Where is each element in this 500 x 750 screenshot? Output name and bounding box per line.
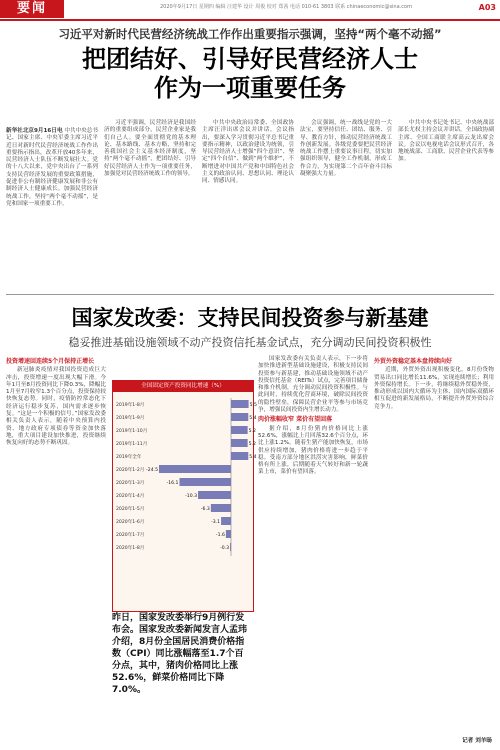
- chart-category-label: 2020年1-6月: [116, 520, 145, 525]
- second-col-1: [6, 356, 106, 741]
- section-heading-2: 肉价涨幅收窄 菜价有望回落: [258, 416, 333, 424]
- author-credit: 记者 刘羊旸: [462, 738, 492, 744]
- chart-bar: [230, 543, 231, 551]
- page-number: A03: [478, 3, 496, 12]
- chart-bar: [231, 439, 248, 447]
- chart-bar: [221, 517, 231, 525]
- chart-bar: [198, 491, 231, 499]
- chart-category-label: 2020年1-8月: [116, 546, 145, 551]
- chart-value-label: -16.1: [166, 481, 179, 486]
- chart-category-label: 2019年1-10月: [116, 429, 148, 434]
- second-subheadline: 稳妥推进基础设施领域不动产投资信托基金试点，充分调动民间投资积极性: [68, 336, 432, 349]
- chart-category-label: 2020年1-5月: [116, 507, 145, 512]
- second-col1-text: 新冠肺炎疫情对我国投资造成巨大冲击，投资增速一度出现大幅下滑。今年1月至8月投资同比下降0.3%，降幅比1月至7月收窄1.3个百分点，投资保持较快恢复态势。同时，疫情防控常态化下经济运行稳步复苏，国内需求逐步恢复。“这是一个积极的信号。”国家发改委相关负责人表示，随着中央预算内投资、地方政府专项债券等资金加快落地，重大项目建设加快推进，投资继续恢复向好的态势不断巩固。: [6, 367, 106, 447]
- chart-value-label: 5.2: [248, 429, 256, 434]
- lead-col-4: [300, 120, 392, 288]
- chart-bar: [231, 413, 248, 421]
- chart-bar: [226, 530, 231, 538]
- chart-category-label: 2019年1-9月: [116, 416, 145, 421]
- lead-col-5: [398, 120, 494, 288]
- chart-category-label: 2020年1-2月: [116, 468, 145, 473]
- chart-category-label: 2020年1-3月: [116, 481, 145, 486]
- chart-category-label: 2019年全年: [116, 455, 142, 460]
- chart-value-label: -1.6: [215, 533, 225, 538]
- second-headline: 国家发改委：支持民间投资参与新基建: [71, 306, 429, 330]
- chart-category-label: 2019年1-8月: [116, 403, 145, 408]
- chart-caption: 昨日，国家发改委举行9月例行发布会。国家发改委新闻发言人孟玮介绍，8月份全国居民消费价格指数（CPI）同比涨幅落至1.7个百分点，其中，猪肉价格同比上涨52.6%，鲜菜价格同比下降7.0%。: [112, 613, 248, 695]
- second-col5-text: 近期，外贸外资出现积极变化。8月份货物贸易出口同比增长11.6%，实现连续增长；利用外资保持增长。下一步，将继续稳外贸稳外资，推动形成以国内大循环为主体、国内国际双循环相互促进的新发展格局，不断提升外贸外资综合竞争力。: [374, 367, 494, 410]
- lead-col2-text: 习近平强调，民营经济是我国经济的重要组成部分，民营企业家是我们自己人。要全面贯彻党的基本理论、基本路线、基本方略，坚持和完善我国社会主义基本经济制度，坚持“两个毫不动摇”，把团结好、引导好民营经济人士作为一项重要任务，加强党对民营经济统战工作的领导。: [104, 120, 196, 178]
- chart-value-label: -3.1: [211, 520, 221, 525]
- second-col3-text: 国家发改委有关负责人表示，下一步将加快推进新型基础设施建设，积极支持民间投资参与新基建，推动基础设施领域不动产投资信托基金（REITs）试点，完善项目储备和推介机制，充分调动民间投资积极性。与此同时，持续优化营商环境，破除民间投资的隐性壁垒，保障民营企业平等参与市场竞争，增强民间投资内生增长动力。: [258, 356, 368, 414]
- chart-bar: [211, 504, 231, 512]
- second-col-5: [374, 356, 494, 731]
- chart-value-label: -10.3: [185, 494, 198, 499]
- chart-bar: [179, 478, 231, 486]
- chart-value-label: -24.5: [146, 468, 158, 473]
- chart-plot: [113, 392, 257, 610]
- page-header: [0, 0, 500, 18]
- chart-value-label: -0.3: [220, 546, 230, 551]
- lead-col-3: [202, 120, 294, 288]
- section-tag: 要闻: [0, 0, 64, 18]
- section-divider: [6, 294, 494, 295]
- chart-category-label: 2020年1-4月: [116, 494, 145, 499]
- investment-chart: [112, 380, 257, 612]
- chart-value-label: 5.2: [248, 442, 256, 447]
- second-col-3: [258, 356, 368, 741]
- chart-value-label: 5.5: [249, 403, 257, 408]
- header-rule: [0, 19, 500, 21]
- chart-value-label: 5.4: [249, 416, 257, 421]
- chart-title: 全国固定资产投资同比增速（%）: [113, 381, 253, 392]
- chart-bar: [231, 400, 249, 408]
- lead-headline-line2: 作为一项重要任务: [154, 74, 346, 102]
- header-meta: 2020年9月17日 星期四 编辑 汪建华 设计 周俊 校对 郑茜 电话 010-61 3803 联系 chinaeconomic@sina.com: [160, 4, 412, 10]
- lead-kicker: 习近平对新时代民营经济统战工作作出重要指示强调，坚持“两个毫不动摇”: [58, 27, 442, 41]
- section-heading-1: 投资增速回连续5个月保持正增长: [6, 358, 95, 365]
- byline: 新华社北京9月16日电: [6, 128, 63, 134]
- lead-col-2: [104, 120, 196, 288]
- lead-col3-text: 中共中央政治局常委、全国政协主席汪洋出席会议并讲话。会议指出，要深入学习贯彻习近平总书记重要指示精神，以政治建设为统领，引导民营经济人士增强“四个意识”、坚定“四个自信”、做到“两个维护”，不断增进对中国共产党和中国特色社会主义的政治认同、思想认同、理论认同、情感认同。: [202, 120, 294, 185]
- chart-value-label: 5.4: [249, 455, 257, 460]
- section-heading-3: 外贸外资稳定基本盘持续向好: [374, 358, 453, 365]
- chart-bar: [159, 465, 231, 473]
- chart-value-label: -6.3: [200, 507, 210, 512]
- lead-headline: [0, 45, 500, 103]
- lead-headline-line1: 把团结好、引导好民营经济人士: [82, 45, 418, 73]
- chart-category-label: 2019年1-11月: [116, 442, 148, 447]
- lead-col4-text: 会议强调，统一战线是党的一大法宝，要坚持信任、团结、服务、引导、教育方针，推动民营经济统战工作创新发展。各级党委要把民营经济统战工作摆上重要议事日程，切实加强组织领导，健全工作机制，形成工作合力，为实现第二个百年奋斗目标凝聚强大力量。: [300, 120, 392, 178]
- lead-col-1: [6, 128, 98, 288]
- lead-col1-text: 中共中央总书记、国家主席、中央军委主席习近平近日对新时代民营经济统战工作作出重要指示指出，改革开放40多年来，民营经济人士队伍不断发展壮大。党的十八大以来，党中央出台了一系列支持民营经济发展的重要政策措施，促进非公有制经济健康发展和非公有制经济人士健康成长。加强民营经济统战工作，坚持“两个毫不动摇”，是党和国家一项重要工作。: [6, 128, 98, 207]
- chart-category-label: 2020年1-7月: [116, 533, 145, 538]
- lead-col5-text: 中共中央书记处书记、中央统战部部长尤权主持会议并讲话。全国政协副主席、全国工商联主席高云龙出席会议。会议以电视电话会议形式召开，各地统战部、工商联、民营企业代表等参加。: [398, 120, 494, 163]
- chart-bar: [231, 426, 248, 434]
- chart-bar: [231, 452, 248, 460]
- second-col4-text: 据介绍，8月份猪肉价格同比上涨52.6%，涨幅比上月回落32.6个百分点，环比上涨1.2%。随着生猪产能加快恢复，市场供应持续增加，猪肉价格将进一步趋于平稳。受南方部分地区洪涝灾害影响，鲜菜价格有所上涨，后期随着天气转好和新一轮蔬菜上市，菜价有望回落。: [258, 425, 368, 476]
